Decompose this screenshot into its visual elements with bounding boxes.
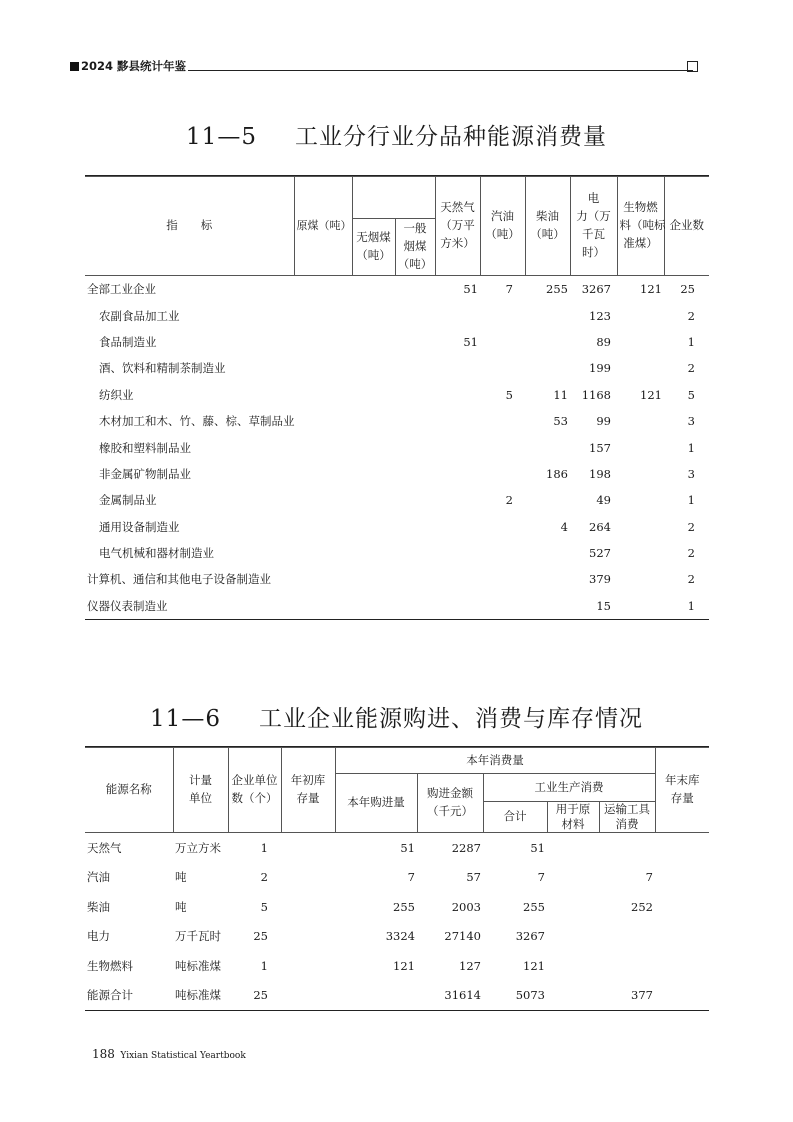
book-title-en: Yixian Statistical Yeartbook — [120, 1051, 246, 1061]
cell-anthracite — [352, 329, 395, 355]
cell-gasoline — [480, 461, 525, 487]
book-title: 2024 黟县统计年鉴 — [81, 59, 187, 73]
col-coal-group — [352, 177, 435, 219]
cell-closing — [655, 863, 709, 893]
col-closing-stock: 年末库 存量 — [655, 748, 709, 833]
row-label: 仪器仪表制造业 — [87, 598, 168, 613]
cell-raw-material — [547, 981, 599, 1011]
cell-amount: 57 — [466, 870, 481, 885]
cell-electricity: 89 — [596, 334, 611, 349]
cell-bituminous — [395, 355, 435, 381]
cell-electricity: 264 — [589, 519, 611, 534]
col-gasoline: 汽油 （吨） — [480, 177, 525, 276]
cell-total: 255 — [523, 899, 545, 914]
cell-natural-gas — [435, 302, 480, 328]
cell-purchase-qty: 51 — [400, 840, 415, 855]
cell-diesel — [525, 540, 570, 566]
cell-raw-material — [547, 892, 599, 922]
page-number: 188 — [92, 1047, 115, 1061]
cell-total: 5073 — [515, 988, 545, 1003]
cell-electricity: 49 — [596, 493, 611, 508]
cell-diesel: 255 — [546, 282, 568, 297]
cell-bituminous — [395, 434, 435, 460]
table-row — [85, 302, 709, 328]
cell-biofuel — [617, 540, 664, 566]
cell-biofuel — [617, 566, 664, 592]
row-label: 全部工业企业 — [87, 282, 156, 297]
table-row — [85, 566, 709, 592]
table-row — [85, 487, 709, 513]
cell-raw-material — [547, 863, 599, 893]
cell-raw-coal — [294, 461, 352, 487]
table-row — [85, 514, 709, 540]
cell-purchase-qty: 121 — [393, 958, 415, 973]
table2-title — [0, 700, 793, 733]
col-opening-stock: 年初库 存量 — [281, 748, 335, 833]
cell-electricity: 157 — [589, 440, 611, 455]
cell-unit: 吨 — [175, 870, 187, 885]
cell-opening — [281, 981, 335, 1011]
cell-count: 25 — [253, 929, 268, 944]
cell-closing — [655, 833, 709, 863]
cell-biofuel — [617, 434, 664, 460]
cell-raw-coal — [294, 408, 352, 434]
cell-anthracite — [352, 408, 395, 434]
cell-enterprises: 1 — [687, 334, 695, 349]
cell-raw-coal — [294, 566, 352, 592]
cell-gasoline — [480, 434, 525, 460]
cell-gasoline: 2 — [505, 493, 513, 508]
cell-bituminous — [395, 276, 435, 302]
table-row — [85, 408, 709, 434]
running-header — [70, 58, 186, 74]
cell-bituminous — [395, 408, 435, 434]
cell-total: 3267 — [515, 929, 545, 944]
cell-amount: 27140 — [444, 929, 481, 944]
table-row — [85, 355, 709, 381]
cell-amount: 2003 — [451, 899, 481, 914]
cell-biofuel — [617, 302, 664, 328]
cell-closing — [655, 981, 709, 1011]
cell-diesel — [525, 487, 570, 513]
cell-raw-coal — [294, 276, 352, 302]
cell-closing — [655, 951, 709, 981]
cell-anthracite — [352, 487, 395, 513]
cell-electricity: 99 — [596, 414, 611, 429]
table-row — [85, 329, 709, 355]
cell-anthracite — [352, 276, 395, 302]
cell-electricity: 1168 — [581, 387, 611, 402]
cell-purchase-qty — [335, 981, 417, 1011]
cell-unit: 吨标准煤 — [175, 958, 221, 973]
row-label: 农副食品加工业 — [99, 308, 180, 323]
cell-gasoline: 5 — [505, 387, 513, 402]
cell-transport: 252 — [631, 899, 653, 914]
cell-enterprises: 2 — [687, 546, 695, 561]
cell-bituminous — [395, 514, 435, 540]
cell-purchase-qty: 7 — [407, 870, 415, 885]
cell-anthracite — [352, 382, 395, 408]
cell-diesel — [525, 355, 570, 381]
table-row — [85, 922, 709, 952]
cell-gasoline — [480, 514, 525, 540]
cell-natural-gas — [435, 355, 480, 381]
col-purchase-amount: 购进金额 （千元） — [417, 774, 483, 833]
table-row — [85, 981, 709, 1011]
cell-natural-gas: 51 — [463, 282, 478, 297]
cell-amount: 31614 — [444, 988, 481, 1003]
cell-diesel — [525, 593, 570, 620]
cell-purchase-qty: 3324 — [385, 929, 415, 944]
cell-enterprises: 2 — [687, 308, 695, 323]
cell-transport — [599, 922, 655, 952]
cell-transport — [599, 833, 655, 863]
cell-diesel: 4 — [560, 519, 568, 534]
cell-anthracite — [352, 566, 395, 592]
cell-raw-coal — [294, 382, 352, 408]
table-row — [85, 863, 709, 893]
cell-enterprises: 1 — [687, 598, 695, 613]
cell-opening — [281, 892, 335, 922]
cell-diesel — [525, 566, 570, 592]
cell-unit: 吨标准煤 — [175, 988, 221, 1003]
header-square-icon — [70, 62, 79, 71]
cell-unit: 万千瓦时 — [175, 929, 221, 944]
table-row — [85, 951, 709, 981]
col-enterprise-count: 企业单位 数（个） — [228, 748, 281, 833]
cell-electricity: 3267 — [581, 282, 611, 297]
cell-natural-gas — [435, 408, 480, 434]
cell-enterprises: 1 — [687, 493, 695, 508]
cell-diesel — [525, 329, 570, 355]
cell-diesel — [525, 302, 570, 328]
cell-purchase-qty: 255 — [393, 899, 415, 914]
row-label: 通用设备制造业 — [99, 519, 180, 534]
table2-number: 11—6 — [150, 706, 221, 732]
cell-raw-coal — [294, 355, 352, 381]
cell-anthracite — [352, 514, 395, 540]
cell-natural-gas — [435, 566, 480, 592]
row-label: 木材加工和木、竹、藤、棕、草制品业 — [99, 414, 295, 429]
cell-enterprises: 3 — [687, 414, 695, 429]
cell-transport — [599, 951, 655, 981]
col-anthracite: 无烟煤 （吨） — [352, 219, 395, 276]
cell-anthracite — [352, 434, 395, 460]
cell-enterprises: 5 — [687, 387, 695, 402]
cell-count: 5 — [260, 899, 268, 914]
cell-bituminous — [395, 329, 435, 355]
cell-bituminous — [395, 382, 435, 408]
cell-biofuel: 121 — [640, 387, 662, 402]
cell-bituminous — [395, 487, 435, 513]
cell-total: 121 — [523, 958, 545, 973]
cell-biofuel — [617, 461, 664, 487]
cell-anthracite — [352, 355, 395, 381]
col-bituminous: 一般 烟煤 （吨） — [395, 219, 435, 276]
cell-bituminous — [395, 302, 435, 328]
cell-total: 51 — [530, 840, 545, 855]
table-row — [85, 593, 709, 620]
col-diesel: 柴油 （吨） — [525, 177, 570, 276]
cell-gasoline — [480, 540, 525, 566]
row-label: 能源合计 — [87, 988, 133, 1003]
cell-natural-gas — [435, 487, 480, 513]
header-box-icon — [687, 61, 698, 72]
table-row — [85, 461, 709, 487]
cell-diesel: 186 — [546, 466, 568, 481]
cell-anthracite — [352, 540, 395, 566]
cell-amount: 127 — [459, 958, 481, 973]
cell-enterprises: 25 — [680, 282, 695, 297]
row-label: 金属制品业 — [99, 493, 157, 508]
cell-transport: 7 — [645, 870, 653, 885]
cell-enterprises: 3 — [687, 466, 695, 481]
col-unit: 计量 单位 — [173, 748, 228, 833]
cell-enterprises: 1 — [687, 440, 695, 455]
cell-electricity: 123 — [589, 308, 611, 323]
cell-bituminous — [395, 540, 435, 566]
cell-natural-gas: 51 — [463, 334, 478, 349]
page-footer — [92, 1047, 246, 1061]
col-energy-name: 能源名称 — [85, 748, 173, 833]
cell-count: 2 — [260, 870, 268, 885]
col-indicator: 指 标 — [85, 177, 294, 276]
row-label: 电气机械和器材制造业 — [99, 546, 214, 561]
col-enterprises: 企业数 — [664, 177, 709, 276]
cell-opening — [281, 922, 335, 952]
row-label: 纺织业 — [99, 387, 134, 402]
row-label: 电力 — [87, 929, 110, 944]
cell-raw-coal — [294, 487, 352, 513]
cell-enterprises: 2 — [687, 519, 695, 534]
cell-biofuel — [617, 408, 664, 434]
cell-biofuel — [617, 487, 664, 513]
row-label: 天然气 — [87, 840, 122, 855]
cell-gasoline: 7 — [505, 282, 513, 297]
cell-raw-coal — [294, 540, 352, 566]
col-raw-material: 用于原 材料 — [547, 802, 599, 833]
col-total: 合计 — [483, 802, 547, 833]
row-label: 食品制造业 — [99, 334, 157, 349]
cell-gasoline — [480, 355, 525, 381]
cell-bituminous — [395, 461, 435, 487]
table-row — [85, 540, 709, 566]
table1-number: 11—5 — [186, 124, 257, 150]
cell-electricity: 199 — [589, 361, 611, 376]
cell-raw-coal — [294, 329, 352, 355]
cell-raw-coal — [294, 514, 352, 540]
table-energy-by-industry — [85, 175, 709, 620]
table-row — [85, 382, 709, 408]
cell-closing — [655, 892, 709, 922]
col-group-industrial: 工业生产消费 — [483, 774, 655, 802]
cell-amount: 2287 — [451, 840, 481, 855]
cell-electricity: 379 — [589, 572, 611, 587]
table2-title-text: 工业企业能源购进、消费与库存情况 — [258, 706, 643, 732]
row-label: 生物燃料 — [87, 958, 133, 973]
cell-count: 1 — [260, 840, 268, 855]
cell-closing — [655, 922, 709, 952]
table-row — [85, 833, 709, 863]
cell-raw-material — [547, 951, 599, 981]
col-biofuel: 生物燃 料（吨标 准煤） — [617, 177, 664, 276]
cell-enterprises: 2 — [687, 361, 695, 376]
cell-total: 7 — [537, 870, 545, 885]
row-label: 柴油 — [87, 899, 110, 914]
cell-biofuel — [617, 355, 664, 381]
cell-gasoline — [480, 302, 525, 328]
cell-gasoline — [480, 593, 525, 620]
cell-electricity: 15 — [596, 598, 611, 613]
cell-natural-gas — [435, 593, 480, 620]
cell-count: 1 — [260, 958, 268, 973]
table-row — [85, 276, 709, 302]
cell-raw-coal — [294, 302, 352, 328]
col-raw-coal: 原煤（吨） — [294, 177, 352, 276]
header-rule — [188, 70, 693, 71]
cell-enterprises: 2 — [687, 572, 695, 587]
cell-natural-gas — [435, 382, 480, 408]
table-row — [85, 434, 709, 460]
col-electricity: 电 力（万 千瓦 时） — [570, 177, 617, 276]
row-label: 橡胶和塑料制品业 — [99, 440, 191, 455]
cell-natural-gas — [435, 434, 480, 460]
row-label: 非金属矿物制品业 — [99, 466, 191, 481]
cell-raw-coal — [294, 593, 352, 620]
cell-count: 25 — [253, 988, 268, 1003]
cell-biofuel — [617, 514, 664, 540]
cell-opening — [281, 833, 335, 863]
cell-biofuel — [617, 329, 664, 355]
cell-raw-material — [547, 922, 599, 952]
cell-bituminous — [395, 566, 435, 592]
cell-electricity: 527 — [589, 546, 611, 561]
cell-opening — [281, 863, 335, 893]
cell-raw-coal — [294, 434, 352, 460]
cell-opening — [281, 951, 335, 981]
col-natural-gas: 天然气 （万平 方米） — [435, 177, 480, 276]
cell-bituminous — [395, 593, 435, 620]
cell-gasoline — [480, 329, 525, 355]
row-label: 酒、饮料和精制茶制造业 — [99, 361, 226, 376]
cell-anthracite — [352, 461, 395, 487]
cell-natural-gas — [435, 461, 480, 487]
cell-anthracite — [352, 302, 395, 328]
cell-gasoline — [480, 408, 525, 434]
cell-gasoline — [480, 566, 525, 592]
table-row — [85, 892, 709, 922]
cell-diesel: 53 — [553, 414, 568, 429]
cell-anthracite — [352, 593, 395, 620]
cell-unit: 吨 — [175, 899, 187, 914]
row-label: 汽油 — [87, 870, 110, 885]
cell-diesel: 11 — [553, 387, 568, 402]
cell-biofuel: 121 — [640, 282, 662, 297]
cell-diesel — [525, 434, 570, 460]
cell-natural-gas — [435, 514, 480, 540]
row-label: 计算机、通信和其他电子设备制造业 — [87, 572, 271, 587]
cell-transport: 377 — [631, 988, 653, 1003]
col-purchase-qty: 本年购进量 — [335, 774, 417, 833]
cell-unit: 万立方米 — [175, 840, 221, 855]
table1-title — [0, 118, 793, 151]
col-group-consumption: 本年消费量 — [335, 748, 655, 774]
cell-natural-gas — [435, 540, 480, 566]
cell-electricity: 198 — [589, 466, 611, 481]
col-transport: 运输工具 消费 — [599, 802, 655, 833]
table1-title-text: 工业分行业分品种能源消费量 — [294, 124, 607, 150]
table-energy-purchase-consumption — [85, 746, 709, 1011]
cell-biofuel — [617, 593, 664, 620]
cell-raw-material — [547, 833, 599, 863]
